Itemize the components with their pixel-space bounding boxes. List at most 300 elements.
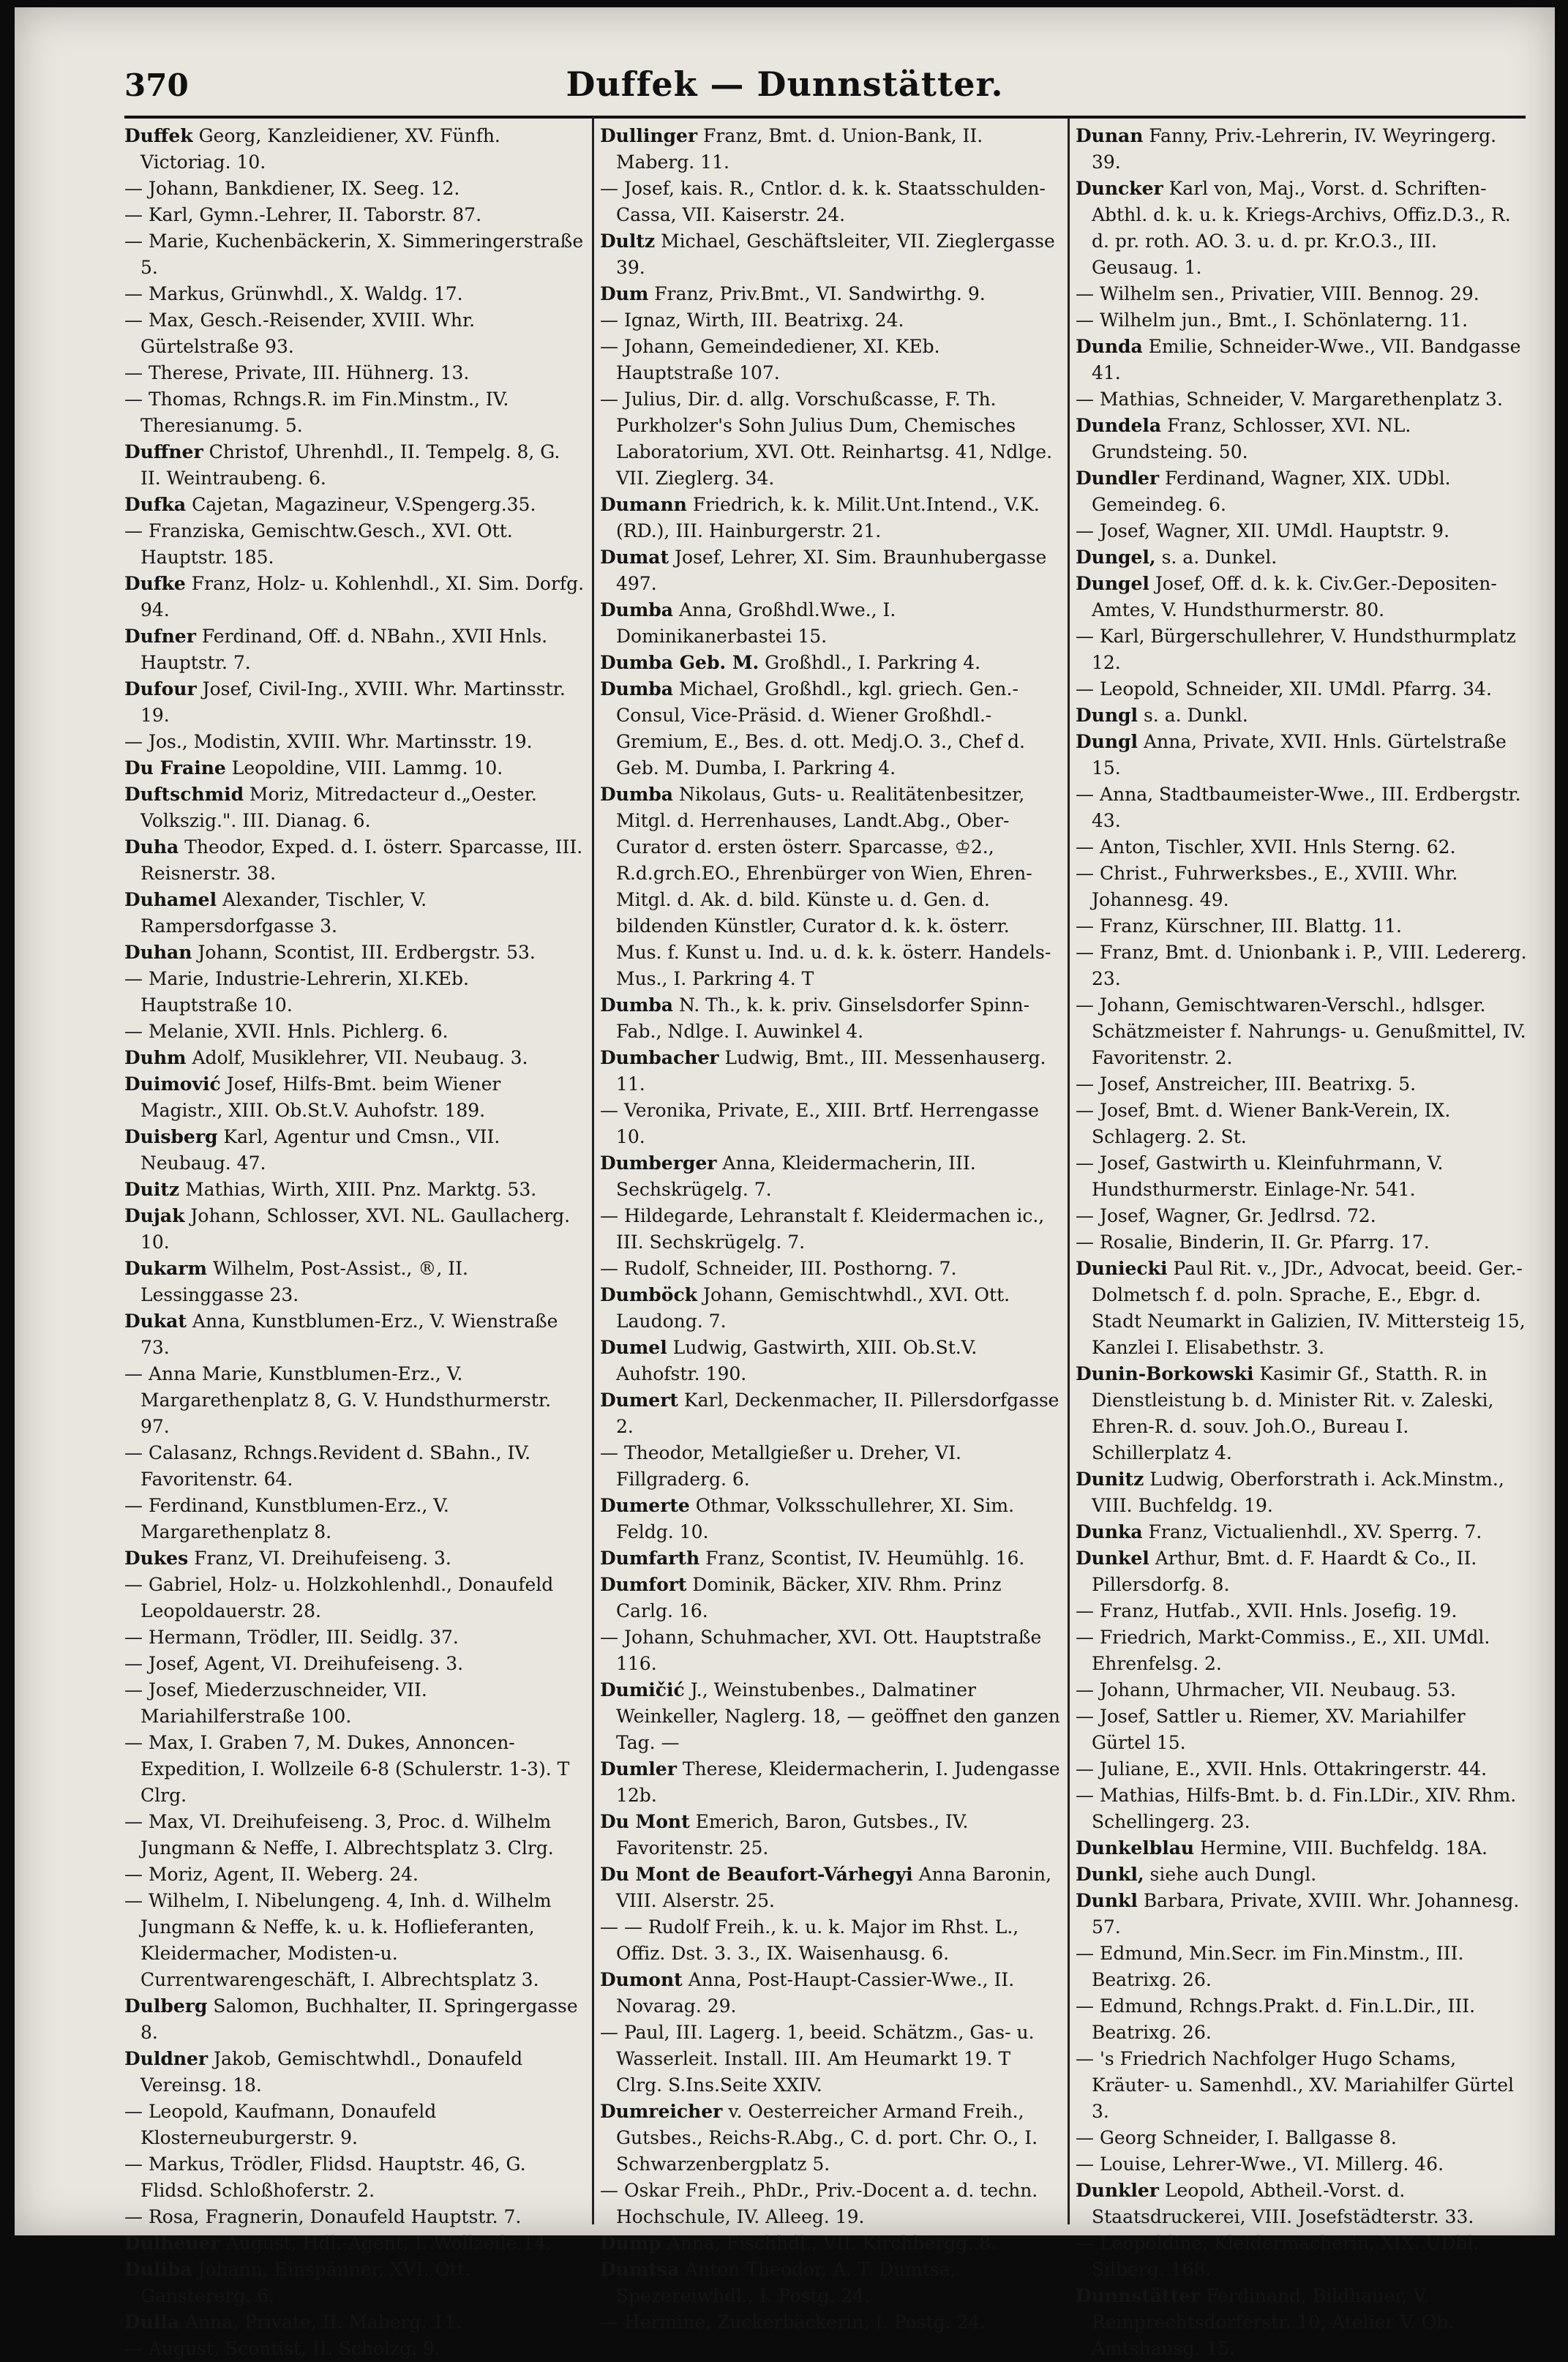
entry-surname: Dundela bbox=[1076, 415, 1162, 436]
entry-details: Ludwig, Gastwirth, XIII. Ob.St.V. Auhofstr. 190. bbox=[616, 1337, 978, 1384]
directory-entry bbox=[1076, 1098, 1529, 1150]
directory-entry bbox=[124, 1651, 585, 1677]
entry-details: — — Rudolf Freih., k. u. k. Major im Rhst. L., Offiz. Dst. 3. 3., IX. Waisenhausg. 6. bbox=[600, 1916, 1019, 1964]
directory-entry bbox=[124, 1677, 585, 1730]
entry-surname: Dunin-Borkowski bbox=[1076, 1363, 1254, 1384]
directory-entry bbox=[600, 386, 1061, 492]
directory-entry bbox=[124, 1888, 585, 1993]
entry-surname: Duniecki bbox=[1076, 1258, 1168, 1279]
entry-details: Dominik, Bäcker, XIV. Rhm. Prinz Carlg. 16. bbox=[616, 1574, 1002, 1621]
entry-details: — Jos., Modistin, XVIII. Whr. Martinsstr. 19. bbox=[124, 731, 533, 752]
directory-entry bbox=[1076, 307, 1529, 334]
entry-details: Franz, VI. Dreihufeiseng. 3. bbox=[194, 1548, 451, 1569]
entry-details: Fanny, Priv.-Lehrerin, IV. Weyringerg. 39. bbox=[1092, 125, 1497, 173]
entry-details: — Oskar Freih., PhDr., Priv.-Docent a. d. techn. Hochschule, IV. Alleeg. 19. bbox=[600, 2180, 1038, 2227]
entry-details: Georg, Kanzleidiener, XV. Fünfh. Victoriag. 10. bbox=[140, 125, 500, 173]
directory-entry bbox=[1076, 386, 1529, 413]
entry-surname: Dunkl, bbox=[1076, 1864, 1144, 1885]
entry-surname: Dungl bbox=[1076, 731, 1139, 752]
entry-details: — Josef, Gastwirth u. Kleinfuhrmann, V. Hundsthurmerstr. Einlage-Nr. 541. bbox=[1076, 1152, 1444, 1200]
directory-entry bbox=[1076, 676, 1529, 702]
directory-entry bbox=[1076, 1203, 1529, 1229]
entry-details: — Marie, Industrie-Lehrerin, XI.KEb. Hauptstraße 10. bbox=[124, 968, 469, 1016]
entry-details: — Franz, Hutfab., XVII. Hnls. Josefig. 19. bbox=[1076, 1600, 1458, 1621]
directory-entry bbox=[124, 2151, 585, 2204]
entry-details: — Louise, Lehrer-Wwe., VI. Millerg. 46. bbox=[1076, 2153, 1444, 2175]
entry-surname: Dunka bbox=[1076, 1521, 1143, 1542]
directory-entry bbox=[600, 1098, 1061, 1150]
entry-details: — Thomas, Rchngs.R. im Fin.Minstm., IV. Theresianumg. 5. bbox=[124, 389, 509, 436]
entry-details: Johann, Gemischtwhdl., XVI. Ott. Laudong. 7. bbox=[616, 1284, 1010, 1332]
directory-page bbox=[15, 7, 1555, 2359]
entry-details: — Franz, Bmt. d. Unionbank i. P., VIII. Ledererg. 23. bbox=[1076, 942, 1527, 989]
directory-entry bbox=[600, 334, 1061, 386]
entry-details: — Josef, Sattler u. Riemer, XV. Mariahilfer Gürtel 15. bbox=[1076, 1706, 1466, 1753]
entry-surname: Dukes bbox=[124, 1548, 189, 1569]
directory-entry bbox=[1076, 1071, 1529, 1098]
entry-details: — Marie, Kuchenbäckerin, X. Simmeringerstraße 5. bbox=[124, 230, 584, 278]
directory-entry bbox=[1076, 2151, 1529, 2178]
directory-entry bbox=[1076, 781, 1529, 834]
directory-entry bbox=[124, 1440, 585, 1493]
directory-entry bbox=[1076, 1835, 1529, 1862]
directory-entry bbox=[600, 1809, 1061, 1862]
directory-entry bbox=[1076, 2283, 1529, 2362]
entry-details: — Johann, Bankdiener, IX. Seeg. 12. bbox=[124, 178, 460, 199]
directory-entry bbox=[1076, 176, 1529, 281]
column-1 bbox=[124, 123, 585, 2359]
directory-entry bbox=[1076, 729, 1529, 781]
entry-details: — 's Friedrich Nachfolger Hugo Schams, Kräuter- u. Samenhdl., XV. Mariahilfer Gürtel 3. bbox=[1076, 2048, 1515, 2122]
entry-details: Josef, Off. d. k. k. Civ.Ger.-Depositen-Amtes, V. Hundsthurmerstr. 80. bbox=[1092, 573, 1497, 621]
directory-entry bbox=[124, 2336, 585, 2362]
directory-entry bbox=[600, 1387, 1061, 1440]
directory-entry bbox=[124, 1862, 585, 1888]
entry-details: — Wilhelm jun., Bmt., I. Schönlaterng. 11. bbox=[1076, 310, 1468, 331]
directory-entry bbox=[124, 676, 585, 729]
directory-entry bbox=[1076, 1229, 1529, 1256]
directory-entry bbox=[124, 1045, 585, 1071]
entry-surname: Dumann bbox=[600, 494, 687, 515]
directory-entry bbox=[124, 755, 585, 781]
entry-details: — Julius, Dir. d. allg. Vorschußcasse, F. Th. Purkholzer's Sohn Julius Dum, Chemisches Laboratorium, XVI. Ott. Reinhartsg. 41, Ndlge. VII. Zieglerg. 34. bbox=[600, 389, 1053, 489]
entry-surname: Dufner bbox=[124, 626, 196, 647]
entry-surname: Duliba bbox=[124, 2259, 192, 2280]
entry-details: Alexander, Tischler, V. Rampersdorfgasse 3. bbox=[140, 889, 427, 937]
column-3 bbox=[1076, 123, 1529, 2359]
entry-surname: Dumel bbox=[600, 1337, 667, 1358]
entry-details: — Hermann, Trödler, III. Seidlg. 37. bbox=[124, 1627, 459, 1648]
entry-surname: Dumičić bbox=[600, 1679, 685, 1701]
entry-details: Franz, Priv.Bmt., VI. Sandwirthg. 9. bbox=[654, 283, 986, 304]
entry-details: Salomon, Buchhalter, II. Springergasse 8. bbox=[140, 1995, 578, 2043]
directory-entry bbox=[124, 1993, 585, 2046]
directory-entry bbox=[124, 518, 585, 571]
entry-details: v. Oesterreicher Armand Freih., Gutsbes., Reichs-R.Abg., C. d. port. Chr. O., I. Schwarzenbergplatz 5. bbox=[616, 2101, 1038, 2175]
directory-entry bbox=[1076, 702, 1529, 729]
entry-details: s. a. Dunkel. bbox=[1161, 547, 1278, 568]
directory-entry bbox=[124, 729, 585, 755]
directory-entry bbox=[600, 650, 1061, 676]
entry-details: Anna, Private, II. Maberg. 11. bbox=[185, 2312, 462, 2333]
entry-details: — Calasanz, Rchngs.Revident d. SBahn., IV. Favoritenstr. 64. bbox=[124, 1442, 531, 1490]
entry-details: — Mathias, Schneider, V. Margarethenplatz 3. bbox=[1076, 389, 1503, 410]
directory-entry bbox=[1076, 1888, 1529, 1941]
directory-entry bbox=[1076, 1545, 1529, 1598]
entry-details: August, Hdl.-Agent, I. Wollzeile 14. bbox=[225, 2232, 552, 2254]
column-divider bbox=[592, 117, 594, 2224]
entry-details: Ferdinand, Off. d. NBahn., XVII Hnls. Hauptstr. 7. bbox=[140, 626, 548, 673]
directory-entry bbox=[124, 176, 585, 202]
directory-entry bbox=[1076, 571, 1529, 623]
directory-entry bbox=[124, 834, 585, 887]
entry-surname: Dumont bbox=[600, 1969, 683, 1990]
entry-details: — Mathias, Hilfs-Bmt. b. d. Fin.LDir., XIV. Rhm. Schellingerg. 23. bbox=[1076, 1785, 1517, 1832]
directory-entry bbox=[600, 781, 1061, 992]
entry-details: — Gabriel, Holz- u. Holzkohlenhdl., Donaufeld Leopoldauerstr. 28. bbox=[124, 1574, 554, 1621]
entry-surname: Duimović bbox=[124, 1073, 221, 1095]
entry-surname: Dumba bbox=[600, 994, 673, 1016]
entry-surname: Dunkl bbox=[1076, 1890, 1138, 1911]
entry-details: — Rosa, Fragnerin, Donaufeld Hauptstr. 7. bbox=[124, 2206, 522, 2227]
entry-details: — August, Scontist, II. Scholzg. 9. bbox=[124, 2338, 440, 2359]
directory-entry bbox=[1076, 1624, 1529, 1677]
entry-details: — Johann, Uhrmacher, VII. Neubaug. 53. bbox=[1076, 1679, 1456, 1701]
directory-entry bbox=[124, 307, 585, 360]
directory-entry bbox=[600, 2230, 1061, 2257]
directory-entry bbox=[600, 1756, 1061, 1809]
entry-surname: Duha bbox=[124, 836, 179, 858]
directory-entry bbox=[600, 2020, 1061, 2099]
entry-details: — Wilhelm sen., Privatier, VIII. Bennog. 29. bbox=[1076, 283, 1479, 304]
entry-details: — Paul, III. Lagerg. 1, beeid. Schätzm., Gas- u. Wasserleit. Install. III. Am Heumarkt 19. T Clrg. S.Ins.Seite XXIV. bbox=[600, 2022, 1035, 2096]
entry-details: Ferdinand, Wagner, XIX. UDbl. Gemeindeg. 6. bbox=[1092, 468, 1451, 515]
directory-entry bbox=[600, 1335, 1061, 1387]
entry-surname: Dulheuer bbox=[124, 2232, 220, 2254]
directory-entry bbox=[124, 123, 585, 176]
directory-entry bbox=[600, 1256, 1061, 1282]
entry-details: Friedrich, k. k. Milit.Unt.Intend., V.K. (RD.), III. Hainburgerstr. 21. bbox=[616, 494, 1040, 541]
column-divider bbox=[1068, 117, 1070, 2224]
entry-surname: Duhm bbox=[124, 1047, 187, 1068]
entry-details: Emerich, Baron, Gutsbes., IV. Favoritenstr. 25. bbox=[616, 1811, 969, 1859]
directory-entry bbox=[1076, 834, 1529, 861]
entry-details: — Leopold, Kaufmann, Donaufeld Klosterneuburgerstr. 9. bbox=[124, 2101, 437, 2148]
entry-details: — Anton, Tischler, XVII. Hnls Sterng. 62. bbox=[1076, 836, 1456, 858]
entry-details: — Friedrich, Markt-Commiss., E., XII. UMdl. Ehrenfelsg. 2. bbox=[1076, 1627, 1490, 1674]
entry-details: — Ignaz, Wirth, III. Beatrixg. 24. bbox=[600, 310, 904, 331]
entry-details: — Hermine, Zuckerbäckerin, I. Postg. 24. bbox=[600, 2312, 986, 2333]
entry-details: — Markus, Grünwhdl., X. Waldg. 17. bbox=[124, 283, 463, 304]
entry-details: Emilie, Schneider-Wwe., VII. Bandgasse 41. bbox=[1092, 336, 1521, 383]
entry-surname: Duitz bbox=[124, 1179, 180, 1200]
entry-details: Hermine, VIII. Buchfeldg. 18A. bbox=[1200, 1837, 1488, 1859]
entry-surname: Dump bbox=[600, 2232, 661, 2254]
entry-surname: Dukat bbox=[124, 1311, 187, 1332]
entry-surname: Duffner bbox=[124, 441, 203, 462]
entry-details: — Veronika, Private, E., XIII. Brtf. Herrengasse 10. bbox=[600, 1100, 1039, 1147]
entry-details: Anna, Private, XVII. Hnls. Gürtelstraße 15. bbox=[1092, 731, 1507, 779]
entry-details: — Melanie, XVII. Hnls. Pichlerg. 6. bbox=[124, 1021, 449, 1042]
directory-entry bbox=[124, 2309, 585, 2336]
entry-details: Karl, Deckenmacher, II. Pillersdorfgasse 2. bbox=[616, 1390, 1059, 1437]
directory-entry bbox=[124, 1071, 585, 1124]
entry-details: Wilhelm, Post-Assist., ®, II. Lessinggasse 23. bbox=[140, 1258, 468, 1305]
directory-entry bbox=[124, 439, 585, 492]
entry-surname: Dullinger bbox=[600, 125, 698, 146]
entry-details: — Leopold, Schneider, XII. UMdl. Pfarrg. 34. bbox=[1076, 678, 1492, 700]
entry-details: Anna Baronin, VIII. Alserstr. 25. bbox=[616, 1864, 1052, 1911]
entry-details: — Anna, Stadtbaumeister-Wwe., III. Erdbergstr. 43. bbox=[1076, 784, 1521, 831]
entry-details: — Rudolf, Schneider, III. Posthorng. 7. bbox=[600, 1258, 957, 1279]
directory-entry bbox=[600, 176, 1061, 228]
directory-entry bbox=[600, 307, 1061, 334]
directory-entry bbox=[1076, 2125, 1529, 2151]
directory-entry bbox=[1076, 1941, 1529, 1993]
entry-details: — Josef, Wagner, Gr. Jedlrsd. 72. bbox=[1076, 1205, 1376, 1226]
directory-entry bbox=[124, 1730, 585, 1809]
entry-surname: Dunkelblau bbox=[1076, 1837, 1195, 1859]
entry-surname: Dundler bbox=[1076, 468, 1160, 489]
directory-entry bbox=[124, 1019, 585, 1045]
entry-surname: Dufka bbox=[124, 494, 187, 515]
directory-entry bbox=[600, 492, 1061, 544]
entry-details: — Josef, Anstreicher, III. Beatrixg. 5. bbox=[1076, 1073, 1417, 1095]
entry-details: Johann, Einspänner, XVI. Ott. Ganstererg. 6. bbox=[140, 2259, 470, 2306]
entry-surname: Du Mont de Beaufort-Várhegyi bbox=[600, 1864, 913, 1885]
directory-entry bbox=[1076, 1782, 1529, 1835]
entry-details: Josef, Hilfs-Bmt. beim Wiener Magistr., XIII. Ob.St.V. Auhofstr. 189. bbox=[140, 1073, 501, 1121]
entry-surname: Dumbacher bbox=[600, 1047, 719, 1068]
entry-details: — Anna Marie, Kunstblumen-Erz., V. Margarethenplatz 8, G. V. Hundsthurmerstr. 97. bbox=[124, 1363, 552, 1437]
entry-details: Karl von, Maj., Vorst. d. Schriften-Abthl. d. k. u. k. Kriegs-Archivs, Offiz.D.3., R. d. pr. roth. AO. 3. u. d. pr. Kr.O.3., III. Geusaug. 1. bbox=[1092, 178, 1511, 278]
directory-entry bbox=[1076, 2230, 1529, 2283]
entry-surname: Du Mont bbox=[600, 1811, 690, 1832]
entry-surname: Dumreicher bbox=[600, 2101, 723, 2122]
directory-entry bbox=[124, 1256, 585, 1308]
entry-surname: Duffek bbox=[124, 125, 193, 146]
column-2 bbox=[600, 123, 1061, 2333]
entry-details: — Josef, Miederzuschneider, VII. Mariahilferstraße 100. bbox=[124, 1679, 427, 1727]
entry-details: Anna, Großhdl.Wwe., I. Dominikanerbastei 15. bbox=[616, 599, 896, 647]
directory-entry bbox=[124, 2230, 585, 2257]
entry-details: Othmar, Volksschullehrer, XI. Sim. Feldg. 10. bbox=[616, 1495, 1015, 1542]
entry-surname: Dumberger bbox=[600, 1152, 717, 1174]
directory-entry bbox=[600, 2178, 1061, 2230]
entry-details: Ludwig, Oberforstrath i. Ack.Minstm., VIII. Buchfeldg. 19. bbox=[1092, 1469, 1504, 1516]
entry-details: Theodor, Exped. d. I. österr. Sparcasse, III. Reisnerstr. 38. bbox=[140, 836, 583, 884]
entry-surname: Dumert bbox=[600, 1390, 678, 1411]
entry-details: — Rosalie, Binderin, II. Gr. Pfarrg. 17. bbox=[1076, 1231, 1430, 1253]
entry-details: — Hildegarde, Lehranstalt f. Kleidermachen ic., III. Sechskrügelg. 7. bbox=[600, 1205, 1045, 1253]
entry-details: — Max, Gesch.-Reisender, XVIII. Whr. Gürtelstraße 93. bbox=[124, 310, 476, 357]
entry-details: Anna, Kunstblumen-Erz., V. Wienstraße 73. bbox=[140, 1311, 558, 1358]
entry-surname: Dumba bbox=[600, 599, 673, 621]
directory-entry bbox=[124, 1177, 585, 1203]
entry-details: — Johann, Gemeindediener, XI. KEb. Hauptstraße 107. bbox=[600, 336, 940, 383]
entry-details: — Max, I. Graben 7, M. Dukes, Annoncen-Expedition, I. Wollzeile 6-8 (Schulerstr. 1-3). T Clrg. bbox=[124, 1732, 570, 1806]
entry-surname: Duisberg bbox=[124, 1126, 218, 1147]
entry-details: Mathias, Wirth, XIII. Pnz. Marktg. 53. bbox=[185, 1179, 537, 1200]
entry-details: — Karl, Bürgerschullehrer, V. Hundsthurmplatz 12. bbox=[1076, 626, 1516, 673]
entry-details: siehe auch Dungl. bbox=[1149, 1864, 1317, 1885]
directory-entry bbox=[600, 1624, 1061, 1677]
directory-entry bbox=[600, 992, 1061, 1045]
directory-entry bbox=[124, 2257, 585, 2309]
directory-entry bbox=[1076, 1598, 1529, 1624]
directory-entry bbox=[1076, 1756, 1529, 1782]
entry-details: Josef, Civil-Ing., XVIII. Whr. Martinsstr. 19. bbox=[140, 678, 566, 726]
entry-details: Kasimir Gf., Statth. R. in Dienstleistung b. d. Minister Rit. v. Zaleski, Ehren-R. d. souv. Joh.O., Bureau I. Schillerplatz 4. bbox=[1092, 1363, 1494, 1463]
entry-surname: Dumler bbox=[600, 1758, 677, 1780]
entry-details: Cajetan, Magazineur, V.Spengerg.35. bbox=[192, 494, 536, 515]
entry-surname: Dufke bbox=[124, 573, 186, 594]
directory-entry bbox=[1076, 413, 1529, 465]
entry-details: — Leopoldine, Kleidermacherin, XIX. UDbl. Silberg. 168. bbox=[1076, 2232, 1479, 2280]
entry-details: — Edmund, Min.Secr. im Fin.Minstm., III. Beatrixg. 26. bbox=[1076, 1943, 1464, 1990]
directory-entry bbox=[600, 544, 1061, 597]
page-header: Duffek — Dunnstätter. bbox=[566, 64, 1004, 104]
entry-details: — Max, VI. Dreihufeiseng. 3, Proc. d. Wilhelm Jungmann & Neffe, I. Albrechtsplatz 3. Clrg. bbox=[124, 1811, 554, 1859]
entry-details: — Edmund, Rchngs.Prakt. d. Fin.L.Dir., III. Beatrixg. 26. bbox=[1076, 1995, 1476, 2043]
entry-surname: Dungel, bbox=[1076, 547, 1156, 568]
entry-surname: Dunitz bbox=[1076, 1469, 1144, 1490]
entry-details: — Wilhelm, I. Nibelungeng. 4, Inh. d. Wilhelm Jungmann & Neffe, k. u. k. Hoflieferanten, Kleidermacher, Modisten-u. Currentwarengeschäft, I. Albrechtsplatz 3. bbox=[124, 1890, 552, 1990]
entry-details: Karl, Agentur und Cmsn., VII. Neubaug. 47. bbox=[140, 1126, 500, 1174]
directory-entry bbox=[600, 1677, 1061, 1756]
entry-details: Franz, Bmt. d. Union-Bank, II. Maberg. 11. bbox=[616, 125, 983, 173]
directory-entry bbox=[124, 2046, 585, 2099]
entry-surname: Dungel bbox=[1076, 573, 1149, 594]
entry-details: — Georg Schneider, I. Ballgasse 8. bbox=[1076, 2127, 1397, 2148]
entry-details: Franz, Holz- u. Kohlenhdl., XI. Sim. Dorfg. 94. bbox=[140, 573, 585, 621]
directory-entry bbox=[124, 781, 585, 834]
directory-entry bbox=[124, 281, 585, 307]
directory-entry bbox=[600, 1545, 1061, 1572]
directory-entry bbox=[1076, 1466, 1529, 1519]
entry-surname: Dumböck bbox=[600, 1284, 698, 1305]
entry-details: Arthur, Bmt. d. F. Haardt & Co., II. Pillersdorfg. 8. bbox=[1092, 1548, 1477, 1595]
entry-surname: Duhan bbox=[124, 942, 192, 963]
entry-surname: Dukarm bbox=[124, 1258, 208, 1279]
directory-entry bbox=[124, 2204, 585, 2230]
directory-entry bbox=[600, 228, 1061, 281]
directory-entry bbox=[124, 386, 585, 439]
entry-surname: Dulberg bbox=[124, 1995, 208, 2017]
entry-surname: Dumtsa bbox=[600, 2259, 680, 2280]
entry-surname: Dunan bbox=[1076, 125, 1144, 146]
entry-surname: Dumba Geb. M. bbox=[600, 652, 759, 673]
entry-details: N. Th., k. k. priv. Ginselsdorfer Spinn-Fab., Ndlge. I. Auwinkel 4. bbox=[616, 994, 1030, 1042]
directory-entry bbox=[124, 1308, 585, 1361]
entry-details: s. a. Dunkl. bbox=[1143, 705, 1248, 726]
directory-entry bbox=[600, 2257, 1061, 2309]
directory-entry bbox=[1076, 2178, 1529, 2230]
directory-entry bbox=[124, 966, 585, 1019]
entry-details: Anna, Post-Haupt-Cassier-Wwe., II. Novarag. 29. bbox=[616, 1969, 1015, 2017]
entry-details: — Markus, Trödler, Flidsd. Hauptstr. 46, G. Flidsd. Schloßhoferstr. 2. bbox=[124, 2153, 526, 2201]
directory-entry bbox=[124, 202, 585, 228]
directory-entry bbox=[1076, 544, 1529, 571]
directory-entry bbox=[1076, 1256, 1529, 1361]
directory-entry bbox=[1076, 623, 1529, 676]
directory-entry bbox=[124, 1361, 585, 1440]
entry-details: Franz, Victualienhdl., XV. Sperrg. 7. bbox=[1148, 1521, 1482, 1542]
directory-entry bbox=[600, 1045, 1061, 1098]
entry-details: Michael, Geschäftsleiter, VII. Zieglergasse 39. bbox=[616, 230, 1055, 278]
entry-surname: Dulla bbox=[124, 2312, 180, 2333]
entry-details: Adolf, Musiklehrer, VII. Neubaug. 3. bbox=[192, 1047, 528, 1068]
entry-surname: Dumfort bbox=[600, 1574, 687, 1595]
entry-details: Johann, Scontist, III. Erdbergstr. 53. bbox=[198, 942, 536, 963]
entry-details: Jakob, Gemischtwhdl., Donaufeld Vereinsg. 18. bbox=[140, 2048, 523, 2096]
entry-details: Leopoldine, VIII. Lammg. 10. bbox=[231, 757, 503, 779]
directory-entry bbox=[124, 2099, 585, 2151]
directory-entry bbox=[600, 1150, 1061, 1203]
directory-entry bbox=[124, 492, 585, 518]
entry-details: Josef, Lehrer, XI. Sim. Braunhubergasse 497. bbox=[616, 547, 1047, 594]
directory-entry bbox=[124, 940, 585, 966]
directory-entry bbox=[1076, 1361, 1529, 1466]
directory-entry bbox=[124, 1572, 585, 1624]
directory-entry bbox=[1076, 913, 1529, 940]
entry-details: — Josef, kais. R., Cntlor. d. k. k. Staatsschulden-Cassa, VII. Kaiserstr. 24. bbox=[600, 178, 1046, 225]
directory-entry bbox=[600, 2309, 1061, 2336]
entry-details: Großhdl., I. Parkring 4. bbox=[765, 652, 981, 673]
directory-entry bbox=[1076, 465, 1529, 518]
directory-entry bbox=[1076, 518, 1529, 544]
directory-entry bbox=[1076, 1677, 1529, 1703]
directory-entry bbox=[1076, 334, 1529, 386]
entry-details: — Johann, Schuhmacher, XVI. Ott. Hauptstraße 116. bbox=[600, 1627, 1042, 1674]
directory-entry bbox=[1076, 1703, 1529, 1756]
directory-entry bbox=[124, 1203, 585, 1256]
entry-details: Ferdinand, Bildhauer, V. Reinprechtsdorferstr. 10, Atelier V. Ob. Amtshausg. 15. bbox=[1092, 2285, 1455, 2359]
entry-surname: Dunkel bbox=[1076, 1548, 1149, 1569]
entry-details: Ludwig, Bmt., III. Messenhauserg. 11. bbox=[616, 1047, 1046, 1095]
directory-entry bbox=[1076, 1862, 1529, 1888]
directory-entry bbox=[600, 1862, 1061, 1914]
entry-surname: Dumfarth bbox=[600, 1548, 700, 1569]
header-rule bbox=[124, 116, 1526, 119]
directory-entry bbox=[600, 597, 1061, 650]
entry-details: Franz, Scontist, IV. Heumühlg. 16. bbox=[705, 1548, 1025, 1569]
entry-details: — Moriz, Agent, II. Weberg. 24. bbox=[124, 1864, 419, 1885]
directory-entry bbox=[600, 1914, 1061, 1967]
entry-details: — Theodor, Metallgießer u. Dreher, VI. Fillgraderg. 6. bbox=[600, 1442, 961, 1490]
entry-details: — Josef, Bmt. d. Wiener Bank-Verein, IX. Schlagerg. 2. St. bbox=[1076, 1100, 1451, 1147]
entry-details: — Franziska, Gemischtw.Gesch., XVI. Ott. Hauptstr. 185. bbox=[124, 520, 513, 568]
entry-details: Christof, Uhrenhdl., II. Tempelg. 8, G. II. Weintraubeng. 6. bbox=[140, 441, 560, 489]
entry-surname: Dumba bbox=[600, 678, 673, 700]
directory-entry bbox=[124, 1624, 585, 1651]
directory-entry bbox=[124, 1545, 585, 1572]
entry-details: J., Weinstubenbes., Dalmatiner Weinkeller, Naglerg. 18, — geöffnet den ganzen Tag. — bbox=[616, 1679, 1060, 1753]
entry-surname: Duftschmid bbox=[124, 784, 244, 805]
entry-surname: Duncker bbox=[1076, 178, 1163, 199]
directory-entry bbox=[1076, 1519, 1529, 1545]
entry-surname: Dultz bbox=[600, 230, 656, 252]
directory-entry bbox=[1076, 123, 1529, 176]
entry-details: Moriz, Mitredacteur d.„Oester. Volkszig.". III. Dianag. 6. bbox=[140, 784, 537, 831]
directory-entry bbox=[124, 571, 585, 623]
entry-details: — Christ., Fuhrwerksbes., E., XVIII. Whr. Johannesg. 49. bbox=[1076, 863, 1458, 910]
directory-entry bbox=[1076, 281, 1529, 307]
directory-entry bbox=[600, 1282, 1061, 1335]
entry-details: Anna, Kleidermacherin, III. Sechskrügelg. 7. bbox=[616, 1152, 976, 1200]
entry-details: — Karl, Gymn.-Lehrer, II. Taborstr. 87. bbox=[124, 204, 482, 225]
entry-surname: Dumerte bbox=[600, 1495, 690, 1516]
